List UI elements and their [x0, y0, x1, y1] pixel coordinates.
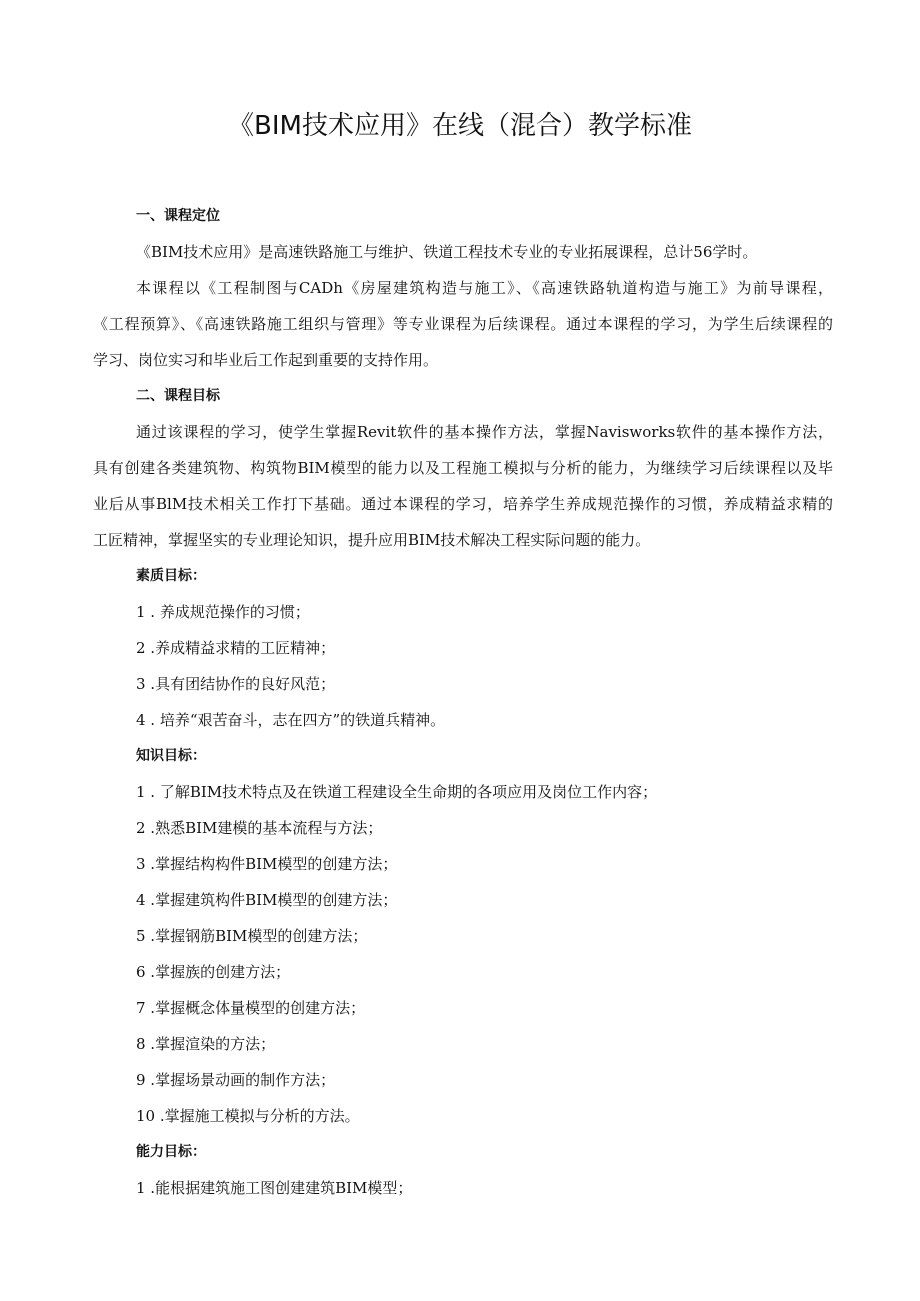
subheading-quality-goals: 素质目标：: [136, 568, 206, 584]
paragraph-prerequisites-line-2: 《工程预算》、《高速铁路施工组织与管理》等专业课程为后续课程。通过本课程的学习，为学生后续课程的: [93, 315, 833, 333]
list-item: 7 .掌握概念体量模型的创建方法；: [136, 999, 366, 1017]
paragraph-course-intro: 《BIM技术应用》是高速铁路施工与维护、铁道工程技术专业的专业拓展课程，总计56学时。: [136, 243, 758, 261]
list-item: 5 .掌握钢筋BIM模型的创建方法；: [136, 927, 368, 945]
list-item: 1 . 养成规范操作的习惯；: [136, 603, 310, 621]
section-heading-course-objectives: 二、课程目标: [136, 388, 220, 404]
paragraph-prerequisites-line-3: 学习、岗位实习和毕业后工作起到重要的支持作用。: [93, 351, 439, 369]
list-item: 2 .养成精益求精的工匠精神；: [136, 639, 336, 657]
page-title: 《BIM技术应用》在线（混合）教学标准: [228, 111, 692, 141]
subheading-knowledge-goals: 知识目标：: [136, 748, 206, 764]
paragraph-objectives-line-1: 通过该课程的学习，使学生掌握Revit软件的基本操作方法，掌握Navisworks软件的基本操作方法，: [136, 423, 833, 441]
list-item: 1 . 了解BIM技术特点及在铁道工程建设全生命期的各项应用及岗位工作内容；: [136, 783, 658, 801]
document-body: [93, 198, 833, 1206]
list-item: 8 .掌握渲染的方法；: [136, 1035, 276, 1053]
list-item: 2 .熟悉BIM建模的基本流程与方法；: [136, 819, 383, 837]
list-item: 6 .掌握族的创建方法；: [136, 963, 291, 981]
paragraph-objectives-line-2: 具有创建各类建筑物、构筑物BIM模型的能力以及工程施工模拟与分析的能力，为继续学习后续课程以及毕: [93, 459, 833, 477]
paragraph-objectives-line-3: 业后从事BlM技术相关工作打下基础。通过本课程的学习，培养学生养成规范操作的习惯，养成精益求精的: [93, 495, 833, 513]
subheading-ability-goals: 能力目标：: [136, 1144, 206, 1160]
section-heading-course-positioning: 一、课程定位: [136, 208, 220, 224]
paragraph-objectives-line-4: 工匠精神，掌握坚实的专业理论知识，提升应用BIM技术解决工程实际问题的能力。: [93, 531, 651, 549]
list-item: 3 .具有团结协作的良好风范；: [136, 675, 336, 693]
list-item: 9 .掌握场景动画的制作方法；: [136, 1071, 336, 1089]
list-item: 3 .掌握结构构件BIM模型的创建方法；: [136, 855, 398, 873]
list-item: 10 .掌握施工模拟与分析的方法。: [136, 1107, 360, 1125]
paragraph-prerequisites-line-1: 本课程以《工程制图与CADh《房屋建筑构造与施工》、《高速铁路轨道构造与施工》为前导课程，: [136, 279, 833, 297]
list-item: 4 .掌握建筑构件BIM模型的创建方法；: [136, 891, 398, 909]
list-item: 1 .能根据建筑施工图创建建筑BIM模型；: [136, 1179, 413, 1197]
list-item: 4 . 培养“艰苦奋斗，志在四方”的铁道兵精神。: [136, 711, 446, 729]
